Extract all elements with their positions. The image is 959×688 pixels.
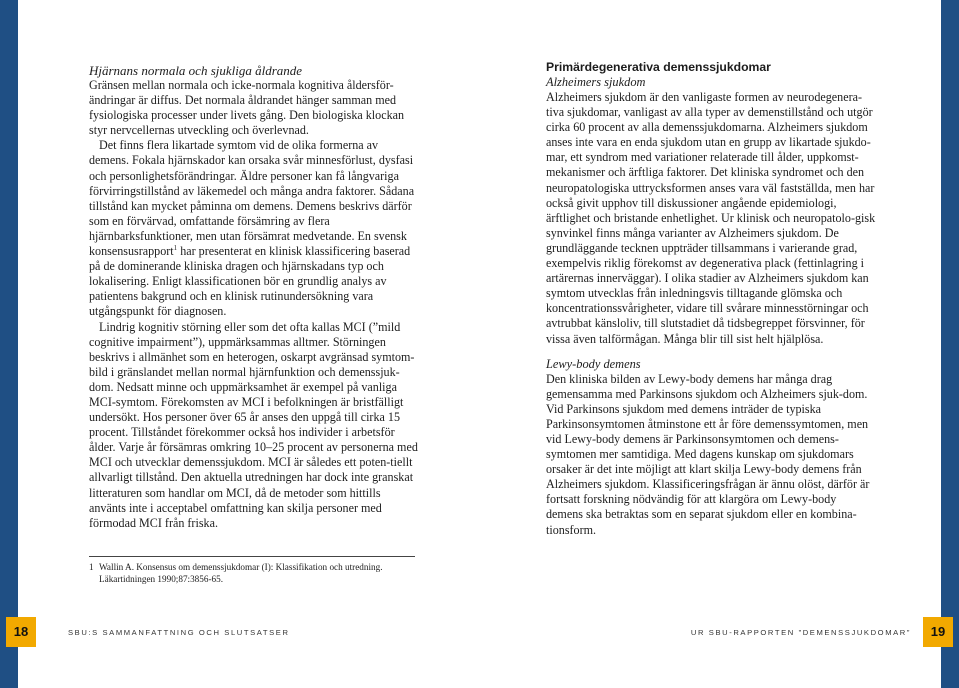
footnote [89, 562, 419, 585]
paragraph-demens [89, 138, 419, 319]
left-edge-band [0, 0, 18, 688]
paragraph-mci: Lindrig kognitiv störning eller som det ofta kallas MCI (”mild cognitive impairment”), uppmärksammas alltmer. Störningen beskrivs i allmänhet som en heterogen, oskarpt avgränsad symtom-bild i gränslandet mellan normal hjärnfunktion och demenssjuk-dom. Nedsatt minne och uppmärksamhet är exempel på vanliga MCI-symtom. Förekomsten av MCI i befolkningen är bristfälligt undersökt. Hos personer över 65 år anses den uppgå till cirka 15 procent. Tillståndet förekommer också hos individer i arbetsför ålder. Varje år försämras omkring 10–25 procent av personerna med MCI och utvecklar demenssjukdom. MCI är således ett poten-tiellt allvarligt tillstånd. Den aktuella utredningen har dock inte granskat litteraturen som handlar om MCI, då de metoder som hittills använts inte i acceptabel omfattning kan skilja personer med förmodad MCI från friska. [89, 319, 418, 530]
left-page-column [89, 63, 419, 531]
subheading-lewy-body: Lewy-body demens [546, 356, 641, 371]
section-heading: Hjärnans normala och sjukliga åldrande [89, 63, 303, 78]
paragraph-demens-cont: har presenterat en klinisk klassificering baserad på de dominerande kliniska dragen och hjärnskadans typ och lokalisering. Enligt klassificationen bör en grundlig analys av patientens bakgrund och en klinisk rutinundersökning vara utgångspunkt för diagnosen. [89, 244, 411, 319]
running-head-right: UR SBU-RAPPORTEN ”DEMENSSJUKDOMAR” [690, 628, 911, 637]
subheading-alzheimers: Alzheimers sjukdom [546, 75, 646, 89]
page-number-right: 19 [923, 617, 953, 647]
paragraph-lewy-body: Den kliniska bilden av Lewy-body demens har många drag gemensamma med Parkinsons sjukdom och Alzheimers sjuk-dom. Vid Parkinsons sjukdom med demens inträder de typiska Parkinsonsymtomen åtminstone ett år före demenssymtomen, men vid Lewy-body demens är Parkinsonsymtomen och demens-symtomen mer samtidiga. Med dagens kunskap om sjukdomars orsaker är det inte möjligt att klart skilja Lewy-body demens från Alzheimers sjukdom. Klassificeringsfrågan är ännu olöst, därför är fortsatt forskning nödvändig för att klargöra om Lewy-body demens ska betraktas som en separat sjukdom eller en kombina-tionsform. [546, 371, 870, 537]
paragraph-demens-text: Det finns flera likartade symtom vid de olika formerna av demens. Fokala hjärnskador kan orsaka svår minnesförlust, dysfasi och personlighetsförändringar. Äldre personer kan få långvariga förvirringstillstånd av läkemedel och många andra faktorer. Sådana tillstånd kan mycket påminna om demens. Demens beskrivs därför som en förvärvad, omfattande försämring av flera hjärnbarksfunktioner, men utan försämrat medvetande. En svensk konsensusrapport [89, 138, 415, 259]
footnote-text: Wallin A. Konsensus om demenssjukdomar (I): Klassifikation och utredning. Läkartidningen 1990;87:3856-65. [99, 562, 383, 584]
right-edge-band [941, 0, 959, 688]
page-number-left: 18 [6, 617, 36, 647]
paragraph-alzheimers: Alzheimers sjukdom är den vanligaste formen av neurodegenera-tiva sjukdomar, vanligast av alla typer av demenstillstånd och utgör cirka 60 procent av alla demenssjukdomarna. Alzheimers sjukdom anses inte vara en enda sjukdom utan en grupp av likartade sjukdo-mar, ett syndrom med variationer relaterade till ålder, uppkomst-mekanismer och ärftliga faktorer. Det kliniska syndromet och den neuropatologiska uttrycksformen anses vara väl fastställda, men har också givit upphov till diskussioner angående epidemiologi, ärftlighet och bristande enhetlighet. Ur klinisk och neuropatolo-gisk synvinkel finns många varianter av Alzheimers sjukdom. De grundläggande tecknen uppträder tillsammans i varierande grad, exempelvis riklig förekomst av degenerativa plack (fettinlagring i artärernas innerväggar). I olika stadier av Alzheimers sjukdom kan symtom utvecklas från inledningsvis tilltagande glömska och koncentrationssvårigheter, vidare till svårare minnesstörningar och avtrubbat känsloliv, till slutstadiet då tidsbegreppet försvinner, för vissa även talförmågan. Många blir till sist helt hjälplösa. [546, 90, 876, 346]
footnote-number: 1 [89, 562, 94, 572]
paragraph-intro: Gränsen mellan normala och icke-normala kognitiva åldersför-ändringar är diffus. Det normala åldrandet hänger samman med fysiologiska processer under livets gång. Den biologiska klockan styr nervcellernas utveckling och överlevnad. [89, 78, 405, 138]
section-heading-right: Primärdegenerativa demenssjukdomar [546, 60, 771, 74]
right-page-column [546, 60, 876, 538]
footnote-marker[interactable]: 1 [173, 244, 178, 252]
footnote-rule [89, 556, 415, 557]
running-head-left: SBU:S SAMMANFATTNING OCH SLUTSATSER [68, 628, 290, 637]
